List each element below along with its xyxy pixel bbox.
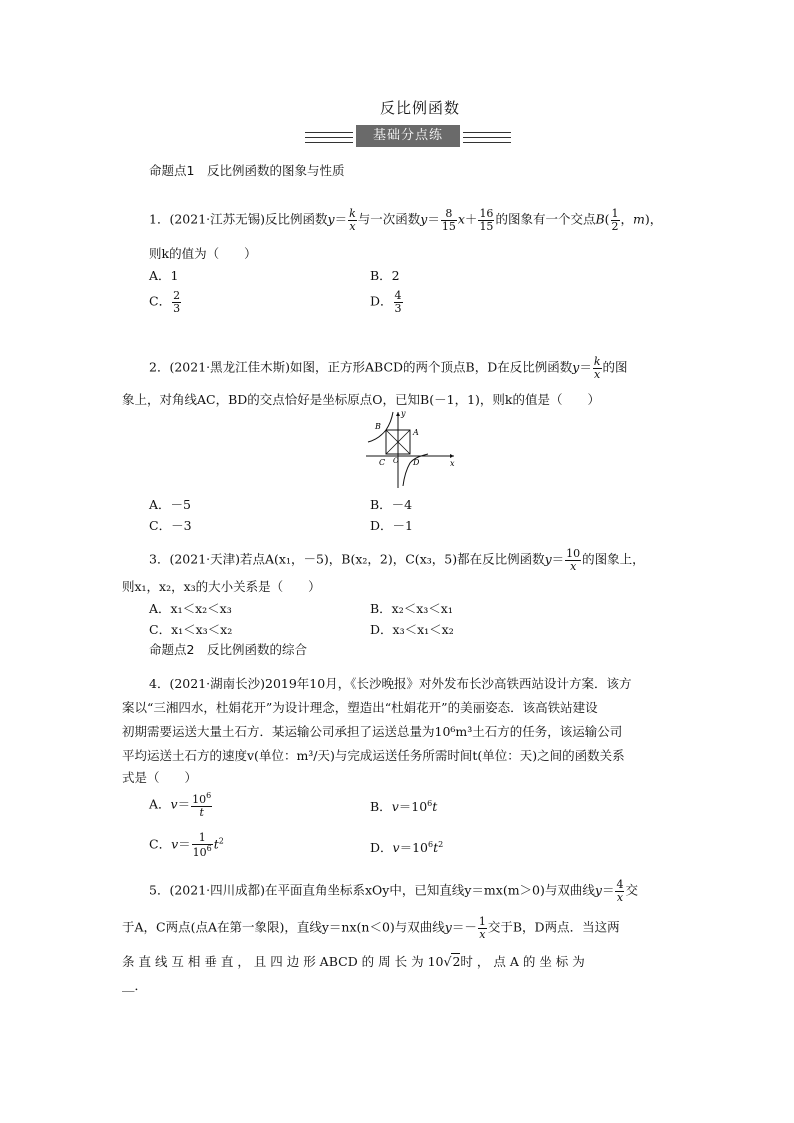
label-x: x (450, 459, 455, 468)
q3-source: (2021·天津) (169, 551, 240, 567)
q1-option-b: B．2 (370, 268, 400, 283)
question-2-line-2: 象上，对角线AC，BD的交点恰好是坐标原点O，已知B(－1，1)，则k的值是（ ） (122, 392, 600, 407)
q5-text-2a: 于A，C两点(点A在第一象限)，直线y＝nx(n＜0)与双曲线 (122, 919, 445, 935)
fraction-16-15: $\frac{16}{15}$ (479, 207, 494, 233)
fraction-10e6-over-t: $\frac{10^6}{t}$ (192, 791, 212, 819)
q4-option-d-label: D． (370, 840, 393, 855)
q4-option-c-label: C． (149, 836, 172, 852)
section-banner: 基础分点练 (356, 125, 460, 147)
fraction-1-over-10e6: $\frac{1}{10^6}$ (192, 831, 212, 859)
q4-option-c: C．v＝ $\frac{1}{10^6}$ $t^2$ (149, 831, 224, 859)
q2-option-d: D．－1 (370, 518, 413, 533)
label-b: B (375, 422, 381, 431)
label-o: O (393, 457, 399, 465)
fraction-k-over-x-2: $\frac{k}{x}$ (593, 355, 601, 381)
q3-text-1: 若点A(x₁，－5)，B(x₂，2)，C(x₃，5)都在反比例函数 (240, 551, 545, 567)
fraction-10-over-x: $\frac{10}{x}$ (566, 547, 581, 573)
q3-option-b: B．x₂＜x₃＜x₁ (370, 601, 453, 616)
q2-text-2: 的图 (602, 359, 628, 375)
q1-option-d-label: D． (370, 293, 393, 309)
question-2-line-1: 2．(2021·黑龙江佳木斯)如图，正方形ABCD的两个顶点B，D在反比例函数y＝ $\frac{k}{x}$ 的图 (149, 355, 628, 381)
q1-text-3: 的图象有一个交点 (495, 211, 596, 227)
q1-option-d (370, 290, 404, 314)
q4-option-b-label: B． (370, 799, 392, 814)
sqrt-2: √2 (443, 954, 461, 969)
label-a: A (413, 428, 419, 437)
question-4-line-1 (149, 674, 631, 692)
fraction-4-over-x: $\frac{4}{x}$ (616, 878, 624, 904)
q2-number: 2． (149, 359, 170, 375)
q4-option-b: B．$v=10^6t$ (370, 799, 438, 814)
q1-text-1: 反比例函数 (265, 211, 328, 227)
q1-source: (2021·江苏无锡) (169, 211, 265, 227)
q4-number: 4． (149, 676, 170, 691)
q1-option-c (149, 290, 182, 314)
question-5-line-3 (122, 952, 585, 970)
y-axis-arrow (396, 412, 400, 416)
question-4-line-5: 式是（ ） (122, 770, 198, 785)
question-3-line-1: 3．(2021·天津)若点A(x₁，－5)，B(x₂，2)，C(x₃，5)都在反比例函数y＝ $\frac{10}{x}$ 的图象上， (149, 547, 645, 573)
banner-rule-left-2 (305, 137, 353, 138)
question-4-line-4: 平均运送土石方的速度v(单位：m³/天)与完成运送任务所需时间t(单位：天)之间的函数关系 (122, 748, 625, 763)
q4-option-a-label: A． (149, 796, 171, 812)
question-5-line-1: 5．(2021·四川成都)在平面直角坐标系xOy中，已知直线y＝mx(m＞0)与双曲线y＝ $\frac{4}{x}$ 交 (149, 878, 638, 904)
q1-number: 1． (149, 211, 170, 227)
fraction-2-3: $\frac{2}{3}$ (173, 289, 181, 315)
q4-option-d: D．$v=10^6t^2$ (370, 840, 444, 855)
q5-text-3b: 时 ， 点 A 的 坐 标 为 (460, 954, 585, 969)
fraction-8-15: $\frac{8}{15}$ (441, 207, 456, 233)
q3-option-a: A．x₁＜x₂＜x₃ (149, 601, 232, 616)
question-4-line-3: 初期需要运送大量土石方．某运输公司承担了运送总量为10⁶m³土石方的任务，该运输公司 (122, 724, 623, 739)
q1-option-c-label: C． (149, 293, 172, 309)
fraction-1-2: $\frac{1}{2}$ (611, 207, 619, 233)
banner-rule-right-1 (463, 132, 511, 133)
banner-rule-right-3 (463, 142, 511, 143)
label-d: D (413, 458, 420, 467)
fraction-1-over-x: $\frac{1}{x}$ (478, 915, 486, 941)
question-3-line-2: 则x₁，x₂，x₃的大小关系是（ ） (122, 579, 321, 594)
question-5-line-2: 于A，C两点(点A在第一象限)，直线y＝nx(n＜0)与双曲线y＝－ $\frac{1}{x}$ 交于B，D两点．当这两 (122, 915, 620, 941)
label-y: y (401, 409, 406, 418)
q2-text-1: 如图，正方形ABCD的两个顶点B，D在反比例函数 (290, 359, 573, 375)
fraction-k-over-x: $\frac{k}{x}$ (349, 207, 356, 233)
x-axis-arrow (450, 454, 454, 458)
section-heading-1: 命题点1 反比例函数的图象与性质 (149, 163, 345, 178)
q3-option-c: C．x₁＜x₃＜x₂ (149, 622, 233, 637)
banner-rule-left-1 (305, 132, 353, 133)
question-1-line-2: 则k的值为（ ） (149, 246, 257, 261)
q2-option-a: A．－5 (149, 497, 191, 512)
q3-number: 3． (149, 551, 170, 567)
q4-source: (2021·湖南长沙) (169, 676, 265, 691)
q2-option-c: C．－3 (149, 518, 192, 533)
q4-text-1: 2019年10月，《长沙晚报》对外发布长沙高铁西站设计方案．该方 (265, 676, 632, 691)
q5-text-3: 条 直 线 互 相 垂 直 ， 且 四 边 形 ABCD 的 周 长 为 10 (122, 954, 444, 969)
q1-option-a: A．1 (149, 268, 179, 283)
q5-text-2: 交 (625, 882, 638, 898)
q5-text-2b: 交于B，D两点．当这两 (487, 919, 620, 935)
question-5-line-4: ＿． (122, 978, 148, 993)
q3-text-2: 的图象上， (582, 551, 645, 567)
q1-text-2: 与一次函数 (357, 211, 421, 227)
question-1-line-1: 1．(2021·江苏无锡)反比例函数y＝ $\frac{k}{x}$ 与一次函数y＝ $\frac{8}{15}$ x＋ $\frac{16}{15}$ 的图象有一个交点B( $\frac{1}{2}$ ，m)， (149, 207, 663, 233)
fraction-4-3: $\frac{4}{3}$ (394, 289, 402, 315)
q2-figure (362, 408, 462, 490)
q5-source: (2021·四川成都) (169, 882, 265, 898)
q3-option-d: D．x₃＜x₁＜x₂ (370, 622, 454, 637)
q2-source: (2021·黑龙江佳木斯) (169, 359, 290, 375)
section-heading-2: 命题点2 反比例函数的综合 (149, 642, 307, 657)
q5-number: 5． (149, 882, 170, 898)
label-c: C (379, 458, 386, 467)
q5-text-1: 在平面直角坐标系xOy中，已知直线y＝mx(m＞0)与双曲线 (265, 882, 595, 898)
q2-option-b: B．－4 (370, 497, 413, 512)
banner-rule-right-2 (463, 137, 511, 138)
q4-option-a: A．v＝ $\frac{10^6}{t}$ (149, 791, 212, 819)
banner-rule-left-3 (305, 142, 353, 143)
question-4-line-2: 案以“三湘四水，杜娟花开”为设计理念，塑造出“杜娟花开”的美丽姿态．该高铁站建设 (122, 700, 598, 715)
page-title: 反比例函数 (380, 99, 461, 117)
